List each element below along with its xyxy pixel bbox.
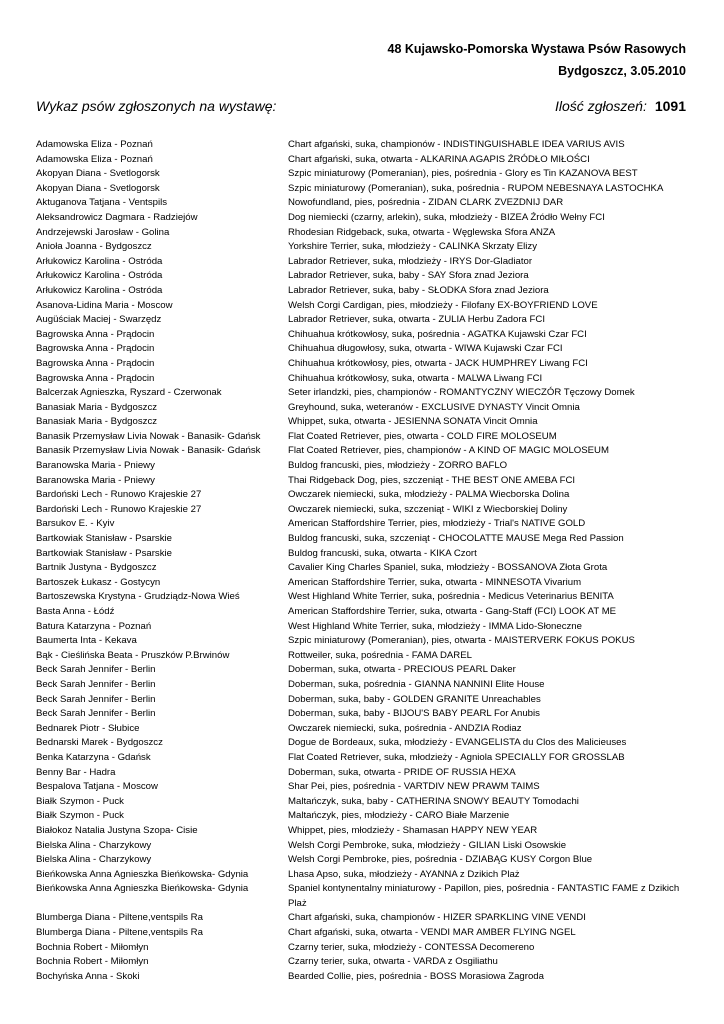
dog-entry: Bearded Collie, pies, pośrednia - BOSS Morasiowa Zagroda	[288, 970, 544, 982]
list-item	[36, 284, 686, 299]
list-item	[36, 269, 686, 284]
dog-entry: Spaniel kontynentalny miniaturowy - Papillon, pies, pośrednia - FANTASTIC FAME z Dzikich Plaż	[288, 883, 680, 909]
list-item	[36, 795, 686, 810]
list-item	[36, 357, 686, 372]
dog-entry: Szpic miniaturowy (Pomeranian), pies, otwarta - MAISTERVERK FOKUS POKUS	[288, 635, 635, 647]
dog-entry: Chart afgański, suka, otwarta - ALKARINA AGAPIS ŹRÓDŁO MIŁOŚCI	[288, 153, 590, 165]
owner-name: Bielska Alina - Charzykowy	[36, 839, 152, 851]
list-item	[36, 926, 686, 941]
owner-name: Banasiak Maria - Bydgoszcz	[36, 401, 158, 413]
dog-entry: Rhodesian Ridgeback, suka, otwarta - Węglewska Sfora ANZA	[288, 226, 556, 238]
owner-name: Bieńkowska Anna Agnieszka Bieńkowska- Gdynia	[36, 883, 249, 895]
list-item	[36, 839, 686, 854]
owner-name: Aleksandrowicz Dagmara - Radziejów	[36, 211, 198, 223]
dog-entry: Czarny terier, suka, otwarta - VARDA z Osgiliathu	[288, 956, 498, 968]
show-title: 48 Kujawsko-Pomorska Wystawa Psów Rasowych	[387, 42, 686, 56]
dog-entry: Chart afgański, suka, otwarta - VENDI MAR AMBER FLYING NGEL	[288, 927, 576, 939]
list-item	[36, 911, 686, 926]
dog-entry: Doberman, suka, pośrednia - GIANNA NANNINI Elite House	[288, 678, 545, 690]
owner-name: Bednarek Piotr - Słubice	[36, 722, 140, 734]
list-item	[36, 663, 686, 678]
list-item	[36, 240, 686, 255]
list-item	[36, 459, 686, 474]
list-item	[36, 430, 686, 445]
dog-entry: Welsh Corgi Pembroke, pies, pośrednia - DZIABĄG KUSY Corgon Blue	[288, 854, 593, 866]
owner-name: Bardoński Lech - Runowo Krajeskie 27	[36, 489, 202, 501]
owner-name: Bagrowska Anna - Prądocin	[36, 372, 155, 384]
owner-name: Anioła Joanna - Bydgoszcz	[36, 241, 152, 253]
list-item	[36, 503, 686, 518]
dog-entry: Flat Coated Retriever, suka, młodzieży - Agniola SPECIALLY FOR GROSSLAB	[288, 751, 625, 763]
list-item	[36, 138, 686, 153]
dog-entry: Szpic miniaturowy (Pomeranian), pies, pośrednia - Glory es Tin KAZANOVA BEST	[288, 168, 638, 180]
list-item	[36, 678, 686, 693]
owner-name: Basta Anna - Łódź	[36, 606, 115, 617]
dog-entry: American Staffordshire Terrier, pies, młodzieży - Trial's NATIVE GOLD	[288, 518, 586, 530]
owner-name: Beck Sarah Jennifer - Berlin	[36, 708, 156, 720]
owner-name: Arłukowicz Karolina - Ostróda	[36, 270, 163, 282]
list-item	[36, 299, 686, 314]
owner-name: Akopyan Diana - Svetlogorsk	[36, 168, 160, 180]
list-item	[36, 649, 686, 664]
list-item	[36, 576, 686, 591]
owner-name: Arłukowicz Karolina - Ostróda	[36, 255, 163, 267]
dog-entry: West Highland White Terrier, suka, pośrednia - Medicus Veterinarius BENITA	[288, 591, 614, 603]
list-item	[36, 401, 686, 416]
dog-entry: Buldog francuski, pies, młodzieży - ZORRO BAFLO	[288, 460, 508, 472]
owner-name: Beck Sarah Jennifer - Berlin	[36, 693, 156, 705]
list-item	[36, 415, 686, 430]
dog-entry: Owczarek niemiecki, suka, szczeniąt - WIKI z Wiecborskiej Doliny	[288, 503, 568, 515]
owner-name: Bespalova Tatjana - Moscow	[36, 781, 158, 793]
owner-name: Bochnia Robert - Miłomłyn	[36, 956, 149, 968]
owner-name: Akopyan Diana - Svetlogorsk	[36, 182, 160, 194]
owner-name: Białk Szymon - Puck	[36, 795, 124, 807]
list-item	[36, 153, 686, 168]
list-item	[36, 693, 686, 708]
owner-name: Bieńkowska Anna Agnieszka Bieńkowska- Gdynia	[36, 868, 249, 880]
owner-name: Banasiak Maria - Bydgoszcz	[36, 416, 158, 428]
owner-name: Adamowska Eliza - Poznań	[36, 139, 153, 150]
owner-name: Bartkowiak Stanisław - Psarskie	[36, 547, 172, 559]
owner-name: Bednarski Marek - Bydgoszcz	[36, 737, 163, 749]
dog-entry: Czarny terier, suka, młodzieży - CONTESSA Decomereno	[288, 941, 535, 953]
list-item	[36, 226, 686, 241]
list-item	[36, 342, 686, 357]
dog-entry: Seter irlandzki, pies, championów - ROMANTYCZNY WIECZÓR Tęczowy Domek	[288, 387, 635, 399]
list-item	[36, 809, 686, 824]
owner-name: Bąk - Cieślińska Beata - Pruszków P.Brwinów	[36, 649, 230, 661]
dog-entry: Whippet, suka, otwarta - JESIENNA SONATA Vincit Omnia	[288, 416, 538, 428]
dog-entry: Welsh Corgi Cardigan, pies, młodzieży - Filofany EX-BOYFRIEND LOVE	[288, 299, 598, 311]
dog-entry: Chihuahua krótkowłosy, suka, otwarta - MALWA Liwang FCI	[288, 372, 543, 384]
owner-name: Bartnik Justyna - Bydgoszcz	[36, 562, 157, 574]
owner-name: Bagrowska Anna - Prądocin	[36, 357, 155, 369]
list-item	[36, 211, 686, 226]
owner-name: Baumerta Inta - Kekava	[36, 635, 137, 647]
owner-name: Benka Katarzyna - Gdańsk	[36, 751, 151, 763]
list-item	[36, 707, 686, 722]
dog-entry: Lhasa Apso, suka, młodzieży - AYANNA z Dzikich Plaż	[288, 868, 520, 880]
show-location-date: Bydgoszcz, 3.05.2010	[558, 64, 686, 78]
dog-entry: Owczarek niemiecki, suka, pośrednia - ANDZIA Rodiaz	[288, 722, 522, 734]
owner-name: Bartkowiak Stanisław - Psarskie	[36, 533, 172, 545]
owner-name: Augüściak Maciej - Swarzędz	[36, 314, 162, 326]
owner-name: Balcerzak Agnieszka, Ryszard - Czerwonak	[36, 387, 222, 399]
dog-entry: Doberman, suka, baby - BIJOU'S BABY PEARL For Anubis	[288, 708, 540, 720]
owner-name: Bagrowska Anna - Prądocin	[36, 328, 155, 340]
owner-name: Bochnia Robert - Miłomłyn	[36, 941, 149, 953]
dog-entry: Flat Coated Retriever, pies, otwarta - COLD FIRE MOLOSEUM	[288, 430, 557, 442]
dog-entry: Doberman, suka, baby - GOLDEN GRANITE Unreachables	[288, 693, 541, 705]
owner-name: Arłukowicz Karolina - Ostróda	[36, 284, 163, 296]
dog-entry: Greyhound, suka, weteranów - EXCLUSIVE DYNASTY Vincit Omnia	[288, 401, 580, 413]
entries-list	[36, 138, 686, 984]
list-item	[36, 255, 686, 270]
list-item	[36, 547, 686, 562]
dog-entry: Labrador Retriever, suka, baby - SŁODKA Sfora znad Jeziora	[288, 284, 549, 296]
list-item	[36, 722, 686, 737]
dog-entry: Doberman, suka, otwarta - PRECIOUS PEARL Daker	[288, 664, 516, 676]
dog-entry: Shar Pei, pies, pośrednia - VARTDIV NEW PRAWM TAIMS	[288, 781, 540, 793]
list-item	[36, 824, 686, 839]
dog-entry: Chihuahua krótkowłosy, suka, pośrednia - AGATKA Kujawski Czar FCI	[288, 328, 587, 340]
owner-name: Białokoz Natalia Justyna Szopa- Cisie	[36, 824, 198, 836]
dog-entry: Rottweiler, suka, pośrednia - FAMA DAREL	[288, 649, 472, 661]
dog-entry: Flat Coated Retriever, pies, championów - A KIND OF MAGIC MOLOSEUM	[288, 445, 609, 457]
owner-name: Baranowska Maria - Pniewy	[36, 460, 155, 472]
owner-name: Barsukov E. - Kyiv	[36, 518, 115, 530]
dog-entry: Chart afgański, suka, championów - HIZER SPARKLING VINE VENDI	[288, 912, 586, 924]
dog-entry: Buldog francuski, suka, otwarta - KIKA Czort	[288, 547, 477, 559]
owner-name: Bartoszek Łukasz - Gostycyn	[36, 576, 161, 588]
owner-name: Blumberga Diana - Piltene,ventspils Ra	[36, 912, 203, 924]
dog-entry: Whippet, pies, młodzieży - Shamasan HAPPY NEW YEAR	[288, 824, 538, 836]
list-item	[36, 868, 686, 883]
dog-entry: American Staffordshire Terrier, suka, otwarta - MINNESOTA Vivarium	[288, 576, 582, 588]
dog-entry: Nowofundland, pies, pośrednia - ZIDAN CLARK ZVEZDNIJ DAR	[288, 197, 564, 209]
dog-entry: Yorkshire Terrier, suka, młodzieży - CALINKA Skrzaty Elizy	[288, 241, 537, 253]
owner-name: Bartoszewska Krystyna - Grudziądz-Nowa Wieś	[36, 591, 240, 603]
dog-entry: Doberman, suka, otwarta - PRIDE OF RUSSIA HEXA	[288, 766, 516, 778]
list-item	[36, 474, 686, 489]
list-item	[36, 736, 686, 751]
list-item	[36, 196, 686, 211]
dog-entry: Cavalier King Charles Spaniel, suka, młodzieży - BOSSANOVA Złota Grota	[288, 562, 608, 574]
entry-count-value: 1091	[654, 98, 686, 114]
dog-entry: Labrador Retriever, suka, baby - SAY Sfora znad Jeziora	[288, 270, 529, 282]
dog-entry: Szpic miniaturowy (Pomeranian), suka, pośrednia - RUPOM NEBESNAYA LASTOCHKA	[288, 182, 664, 194]
list-item	[36, 167, 686, 182]
dog-entry: Chart afgański, suka, championów - INDISTINGUISHABLE IDEA VARIUS AVIS	[288, 139, 625, 150]
owner-name: Bagrowska Anna - Prądocin	[36, 343, 155, 355]
owner-name: Bielska Alina - Charzykowy	[36, 854, 152, 866]
owner-name: Banasik Przemysław Livia Nowak - Banasik- Gdańsk	[36, 430, 261, 442]
owner-name: Andrzejewski Jarosław - Golina	[36, 226, 170, 238]
owner-name: Baranowska Maria - Pniewy	[36, 474, 155, 486]
list-item	[36, 955, 686, 970]
list-item	[36, 372, 686, 387]
owner-name: Aktuganova Tatjana - Ventspils	[36, 197, 168, 209]
list-item	[36, 532, 686, 547]
list-item	[36, 386, 686, 401]
dog-entry: Welsh Corgi Pembroke, suka, młodzieży - GILIAN Liski Osowskie	[288, 839, 567, 851]
dog-entry: Dogue de Bordeaux, suka, młodzieży - EVANGELISTA du Clos des Malicieuses	[288, 737, 627, 749]
list-item	[36, 444, 686, 459]
owner-name: Benny Bar - Hadra	[36, 766, 116, 778]
owner-name: Banasik Przemysław Livia Nowak - Banasik- Gdańsk	[36, 445, 261, 457]
list-item	[36, 941, 686, 956]
dog-entry: Labrador Retriever, suka, młodzieży - IRYS Dor-Gladiator	[288, 255, 533, 267]
entry-count-label: Ilość zgłoszeń:	[555, 98, 647, 114]
dog-entry: West Highland White Terrier, suka, młodzieży - IMMA Lido-Słoneczne	[288, 620, 582, 632]
list-item	[36, 780, 686, 795]
list-item	[36, 853, 686, 868]
owner-name: Bochyńska Anna - Skoki	[36, 970, 140, 982]
list-item	[36, 561, 686, 576]
dog-entry: Chihuahua długowłosy, suka, otwarta - WIWA Kujawski Czar FCI	[288, 343, 563, 355]
list-item	[36, 634, 686, 649]
entry-count	[555, 98, 686, 114]
dog-entry: Buldog francuski, suka, szczeniąt - CHOCOLATTE MAUSE Mega Red Passion	[288, 533, 624, 545]
list-item	[36, 620, 686, 635]
list-item	[36, 313, 686, 328]
list-item	[36, 970, 686, 985]
list-item	[36, 328, 686, 343]
owner-name: Bardoński Lech - Runowo Krajeskie 27	[36, 503, 202, 515]
dog-entry: Labrador Retriever, suka, otwarta - ZULIA Herbu Zadora FCI	[288, 314, 546, 326]
list-item	[36, 751, 686, 766]
dog-entry: Maltańczyk, pies, młodzieży - CARO Białe Marzenie	[288, 810, 510, 822]
list-item	[36, 182, 686, 197]
list-item	[36, 766, 686, 781]
owner-name: Batura Katarzyna - Poznań	[36, 620, 152, 632]
owner-name: Blumberga Diana - Piltene,ventspils Ra	[36, 927, 203, 939]
list-item	[36, 605, 686, 620]
owner-name: Białk Szymon - Puck	[36, 810, 124, 822]
dog-entry: Dog niemiecki (czarny, arlekin), suka, młodzieży - BIZEA Źródło Wełny FCI	[288, 211, 605, 223]
list-item	[36, 882, 686, 911]
dog-entry: American Staffordshire Terrier, suka, otwarta - Gang-Staff (FCI) LOOK AT ME	[288, 606, 617, 617]
dog-entry: Maltańczyk, suka, baby - CATHERINA SNOWY BEAUTY Tomodachi	[288, 795, 579, 807]
list-item	[36, 517, 686, 532]
list-item	[36, 590, 686, 605]
list-title: Wykaz psów zgłoszonych na wystawę:	[36, 98, 277, 114]
dog-entry: Thai Ridgeback Dog, pies, szczeniąt - THE BEST ONE AMEBA FCI	[288, 474, 576, 486]
list-item	[36, 488, 686, 503]
owner-name: Beck Sarah Jennifer - Berlin	[36, 664, 156, 676]
owner-name: Beck Sarah Jennifer - Berlin	[36, 678, 156, 690]
dog-entry: Chihuahua krótkowłosy, pies, otwarta - JACK HUMPHREY Liwang FCI	[288, 357, 588, 369]
dog-entry: Owczarek niemiecki, suka, młodzieży - PALMA Wiecborska Dolina	[288, 489, 570, 501]
owner-name: Adamowska Eliza - Poznań	[36, 153, 153, 165]
owner-name: Asanova-Lidina Maria - Moscow	[36, 299, 173, 311]
